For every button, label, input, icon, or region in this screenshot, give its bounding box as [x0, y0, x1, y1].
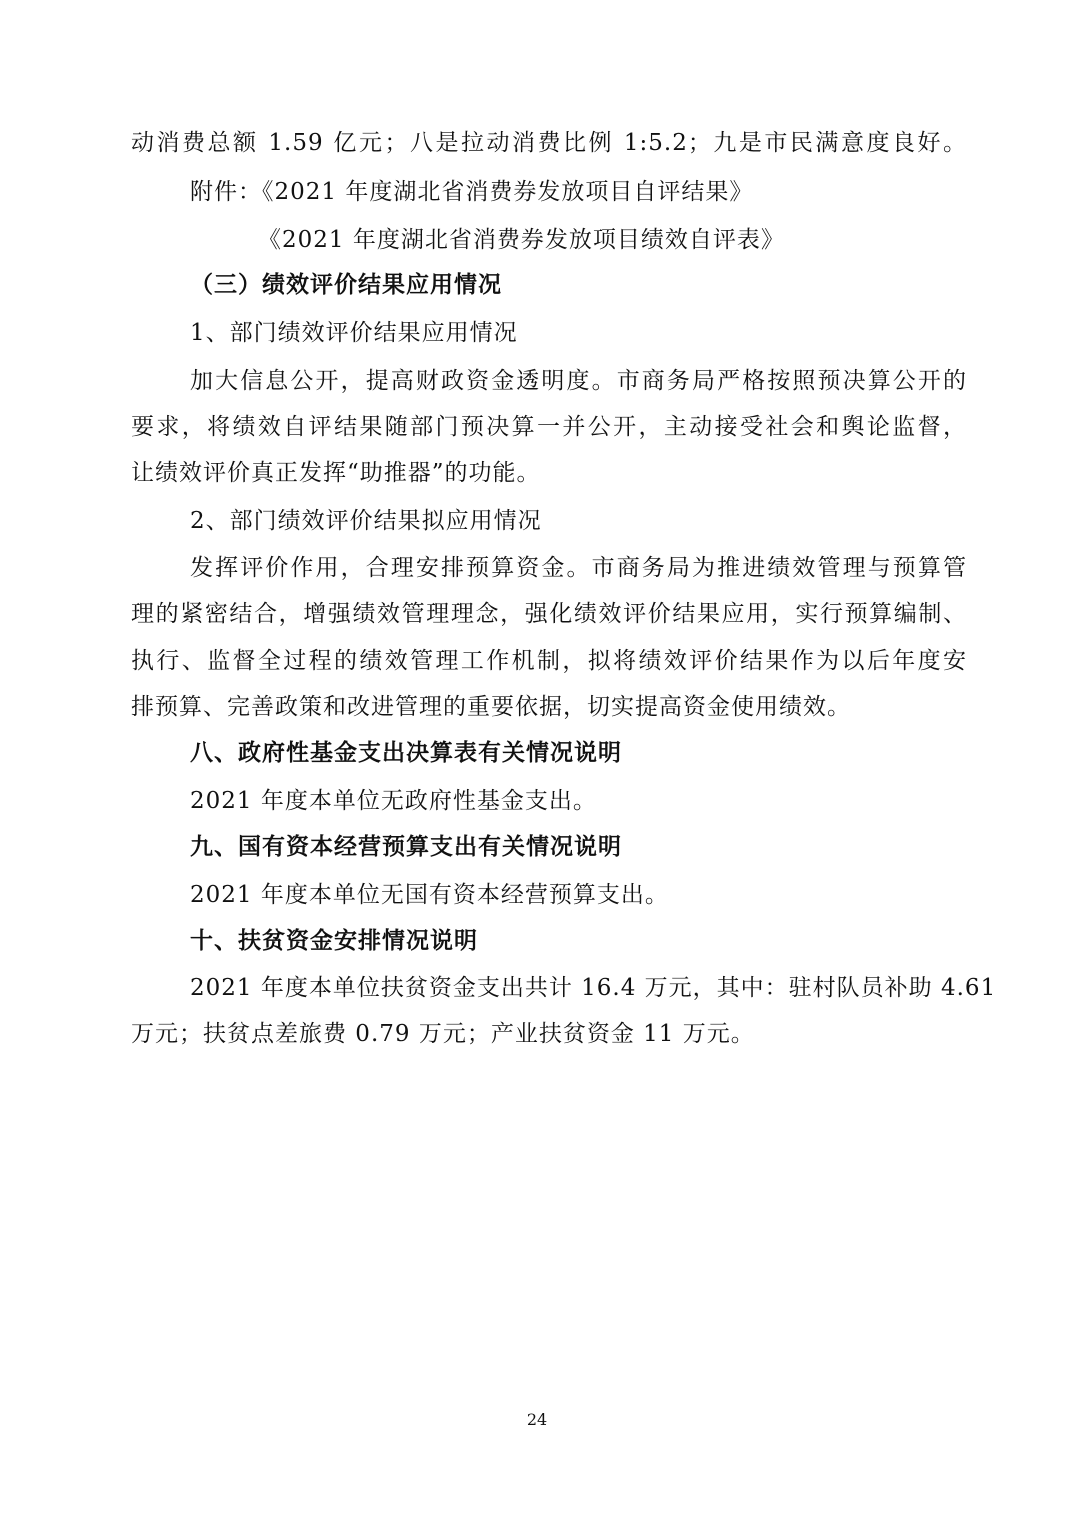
body-text-line: 2021 年度本单位无政府性基金支出。	[190, 788, 597, 814]
body-text-line: 动消费总额 1.59 亿元；八是拉动消费比例 1:5.2；九是市民满意度良好。	[131, 130, 967, 156]
body-text-line: 让绩效评价真正发挥“助推器”的功能。	[131, 460, 541, 486]
body-text-line: 2021 年度本单位扶贫资金支出共计 16.4 万元，其中：驻村队员补助 4.61	[190, 975, 997, 1001]
body-text-line: 加大信息公开，提高财政资金透明度。市商务局严格按照预决算公开的	[190, 368, 967, 394]
section-heading: 十、扶贫资金安排情况说明	[190, 928, 478, 954]
attachment-line: 附件：《2021 年度湖北省消费券发放项目自评结果》	[190, 179, 754, 205]
body-text-line: 要求，将绩效自评结果随部门预决算一并公开，主动接受社会和舆论监督，	[131, 414, 967, 440]
body-text-line: 理的紧密结合，增强绩效管理理念，强化绩效评价结果应用，实行预算编制、	[131, 601, 967, 627]
body-text-line: 2021 年度本单位无国有资本经营预算支出。	[190, 882, 669, 908]
section-heading: 八、政府性基金支出决算表有关情况说明	[190, 740, 622, 766]
body-text-line: 万元；扶贫点差旅费 0.79 万元；产业扶贫资金 11 万元。	[131, 1021, 755, 1047]
body-text-line: 发挥评价作用，合理安排预算资金。市商务局为推进绩效管理与预算管	[190, 555, 967, 581]
subsection-heading: 1、部门绩效评价结果应用情况	[190, 320, 518, 346]
body-text-line: 执行、监督全过程的绩效管理工作机制，拟将绩效评价结果作为以后年度安	[131, 648, 967, 674]
section-heading: 九、国有资本经营预算支出有关情况说明	[190, 834, 622, 860]
attachment-line: 《2021 年度湖北省消费券发放项目绩效自评表》	[258, 227, 785, 253]
body-text-line: 排预算、完善政策和改进管理的重要依据，切实提高资金使用绩效。	[131, 694, 851, 720]
subsection-heading: 2、部门绩效评价结果拟应用情况	[190, 508, 542, 534]
page-number: 24	[526, 1410, 548, 1429]
section-heading: （三）绩效评价结果应用情况	[190, 272, 502, 298]
